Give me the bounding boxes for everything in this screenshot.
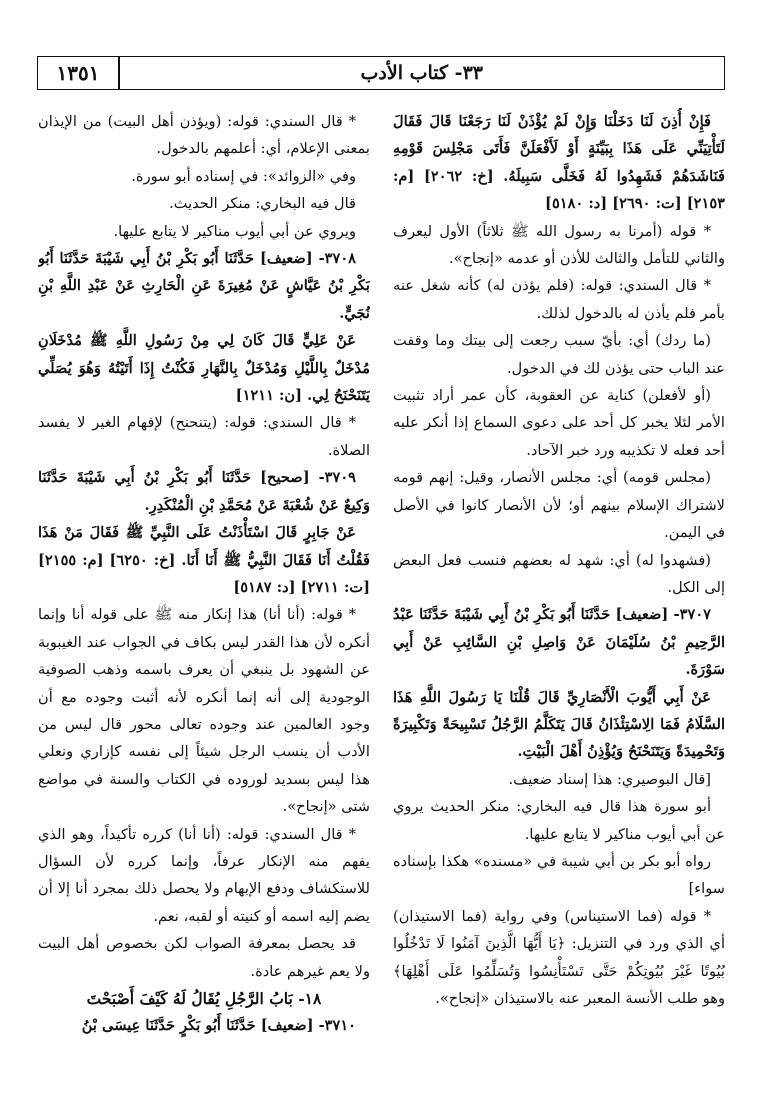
commentary-paragraph: * قال السندي: قوله: (أنا أنا) كرره تأكيداً، وهو الذي يفهم منه الإنكار عرفاً، وإنما كرره لأن السؤال للاستكشاف ودفع الإبهام ولا يحصل ذلك بمجرد أنا إلا أن يضم إليه اسمه أو كنيته أو لقبه، نعم.	[38, 825, 370, 925]
commentary-paragraph: * قال السندي: قوله: (فلم يؤذن له) كأنه شغل عنه بأمر فلم يأذن له بالدخول لذلك.	[393, 277, 725, 322]
commentary-paragraph: * قوله: (أنا أنا) هذا إنكار منه ﷺ على قوله أنا وإنما أنكره لأن هذا القدر ليس بكاف في الجواب عند الغيبوبة عن الشهود بل ينبغي أن يعرف باسمه وذهب الصوفية الوجودية إلى أنه إنما أنكره لأنه أثبت وجوده مع أن وجود العالمين عند وجوده تعالى محور قال ليس من الأدب أن ينسب الرجل شيئاً إلى نفسه كإزاري ونعلي هذا ليس بسديد لوروده في الكتاب والسنة في مواضع شتى «إنجاح».	[38, 606, 370, 816]
left-text-column	[38, 108, 370, 1088]
hadith-text: عَنْ جَابِرٍ قَالَ اسْتَأْذَنْتُ عَلَى النَّبِيِّ ﷺ فَقَالَ مَنْ هَذَا فَقُلْتُ أَنَا فَقَالَ النَّبِيُّ ﷺ أَنَا أَنَا. [خ: ٦٢٥٠] [م: ٢١٥٥] [ت: ٢٧١١] [د: ٥١٨٧]	[38, 524, 370, 596]
commentary-paragraph: أبو سورة هذا قال فيه البخاري: منكر الحديث يروي عن أبي أيوب مناكير لا يتابع عليها.	[393, 798, 725, 843]
commentary-paragraph: قال فيه البخاري: منكر الحديث.	[169, 195, 356, 213]
hadith-text: ٣٧٠٨- [ضعيف] حَدَّثَنَا أَبُو بَكْرِ بْنُ أَبِي شَيْبَةَ حَدَّثَنَا أَبُو بَكْرِ بْنُ عَيَّاشٍ عَنْ مُغِيرَةَ عَنِ الْحَارِثِ عَنْ عَبْدِ اللَّهِ بْنِ نُجَيٍّ.	[38, 250, 370, 322]
header-divider	[118, 57, 120, 89]
commentary-paragraph: (مجلس قومه) أي: مجلس الأنصار، وقيل: إنهم قومه لاشتراك الإسلام بينهم أو؛ لأن الأنصار كانوا في الأصل في اليمن.	[393, 469, 725, 542]
hadith-text: ٣٧٠٧- [ضعيف] حَدَّثَنَا أَبُو بَكْرِ بْنُ أَبِي شَيْبَةَ حَدَّثَنَا عَبْدُ الرَّحِيمِ بْنُ سُلَيْمَانَ عَنْ وَاصِلِ بْنِ السَّائِبِ عَنْ أَبِي سَوْرَةَ.	[393, 606, 725, 679]
chapter-title: ٣٣- كتاب الأدب	[360, 62, 483, 84]
commentary-paragraph: وفي «الزوائد»: في إسناده أبو سورة.	[131, 167, 356, 185]
commentary-paragraph: رواه أبو بكر بن أبي شيبة في «مسنده» هكذا بإسناده سواء]	[393, 852, 725, 898]
page-header	[37, 56, 725, 90]
right-text-column	[393, 108, 725, 1088]
hadith-text: ٣٧٠٩- [صحيح] حَدَّثَنَا أَبُو بَكْرِ بْنُ أَبِي شَيْبَةَ حَدَّثَنَا وَكِيعٌ عَنْ شُعْبَةَ عَنْ مُحَمَّدِ بْنِ الْمُنْكَدِرِ.	[38, 469, 370, 514]
commentary-paragraph: * قوله (أمرنا به رسول الله ﷺ ثلاثاً) الأول ليعرف والثاني للتأمل والثالث للأذن أو عدمه «إنجاح».	[393, 222, 725, 268]
chapter-heading: ١٨- بَابُ الرَّجُلِ يُقَالُ لَهُ كَيْفَ أَصْبَحْتَ	[86, 989, 322, 1008]
hadith-text: ٣٧١٠- [ضعيف] حَدَّثَنَا أَبُو بَكْرٍ حَدَّثَنَا عِيسَى بْنُ	[81, 1017, 356, 1035]
commentary-paragraph: [قال البوصيري: هذا إسناد ضعيف.	[508, 770, 711, 788]
hadith-text: فَإِنْ أُذِنَ لَنَا دَخَلْنَا وَإِنْ لَمْ يُؤْذَنْ لَنَا رَجَعْنَا قَالَ فَقَالَ لَتَأْتِيَنِّي عَلَى هَذَا بِبَيِّنَةٍ أَوْ لَأَفْعَلَنَّ فَأَتَى مَجْلِسَ قَوْمِهِ فَنَاشَدَهُمْ فَشَهِدُوا لَهُ فَخَلَّى سَبِيلَهُ. [خ: ٢٠٦٢] [م: ٢١٥٣] [ت: ٢٦٩٠] [د: ٥١٨٠]	[393, 113, 725, 213]
commentary-paragraph: ويروي عن أبي أيوب مناكير لا يتابع عليها.	[113, 222, 356, 240]
commentary-paragraph: (فشهدوا له) أي: شهد له بعضهم فنسب فعل البعض إلى الكل.	[393, 551, 725, 596]
hadith-text: عَنْ عَلِيٍّ قَالَ كَانَ لِي مِنْ رَسُولِ اللَّهِ ﷺ مُدْخَلَانِ مُدْخَلٌ بِاللَّيْلِ وَمُدْخَلٌ بِالنَّهَارِ فَكُنْتُ إِذَا أَتَيْتُهُ وَهُوَ يُصَلِّي يَتَنَحْنَحُ لِي. [ن: ١٢١١]	[38, 332, 370, 405]
commentary-paragraph: * قال السندي: قوله: (ويؤذن أهل البيت) من الإيذان بمعنى الإعلام، أي: أعلمهم بالدخول.	[38, 113, 370, 158]
hadith-text: عَنْ أَبِي أَيُّوبَ الْأَنْصَارِيِّ قَالَ قُلْنَا يَا رَسُولَ اللَّهِ هَذَا السَّلَامُ فَمَا الِاسْتِئْذَانُ قَالَ يَتَكَلَّمُ الرَّجُلُ تَسْبِيحَةً وَتَكْبِيرَةً وَتَحْمِيدَةً وَيَتَنَحْنَحُ وَيُؤْذِنُ أَهْلَ الْبَيْتِ.	[393, 688, 725, 761]
commentary-paragraph: * قال السندي: قوله: (يتنحنح) لإفهام الغير لا يفسد الصلاة.	[38, 414, 370, 459]
commentary-paragraph: قد يحصل بمعرفة الصواب لكن بخصوص أهل البيت ولا يعم غيرهم عادة.	[38, 935, 370, 980]
page-number: ١٣٥١	[56, 61, 100, 85]
commentary-paragraph: * قوله (فما الاستيناس) وفي رواية (فما الاستيذان) أي الذي ورد في التنزيل: ﴿يَا أَيُّهَا الَّذِينَ آمَنُوا لَا تَدْخُلُوا بُيُوتًا غَيْرَ بُيُوتِكُمْ حَتَّى تَسْتَأْنِسُوا وَتُسَلِّمُوا عَلَى أَهْلِهَا﴾ وهو طلب الأنسة المعبر عنه بالاستيذان «إنجاح».	[393, 907, 725, 1007]
commentary-paragraph: (ما ردك) أي: بأيّ سبب رجعت إلى بيتك وما وقفت عند الباب حتى يؤذن لك في الدخول.	[393, 332, 725, 377]
commentary-paragraph: (أو لأفعلن) كناية عن العقوبة، كأن عمر أراد تثبيت الأمر لئلا يخبر كل أحد على دعوى السماع إذا أنكر عليه أحد فعله لا تكذيبه ورد خبر الآحاد.	[393, 387, 725, 459]
